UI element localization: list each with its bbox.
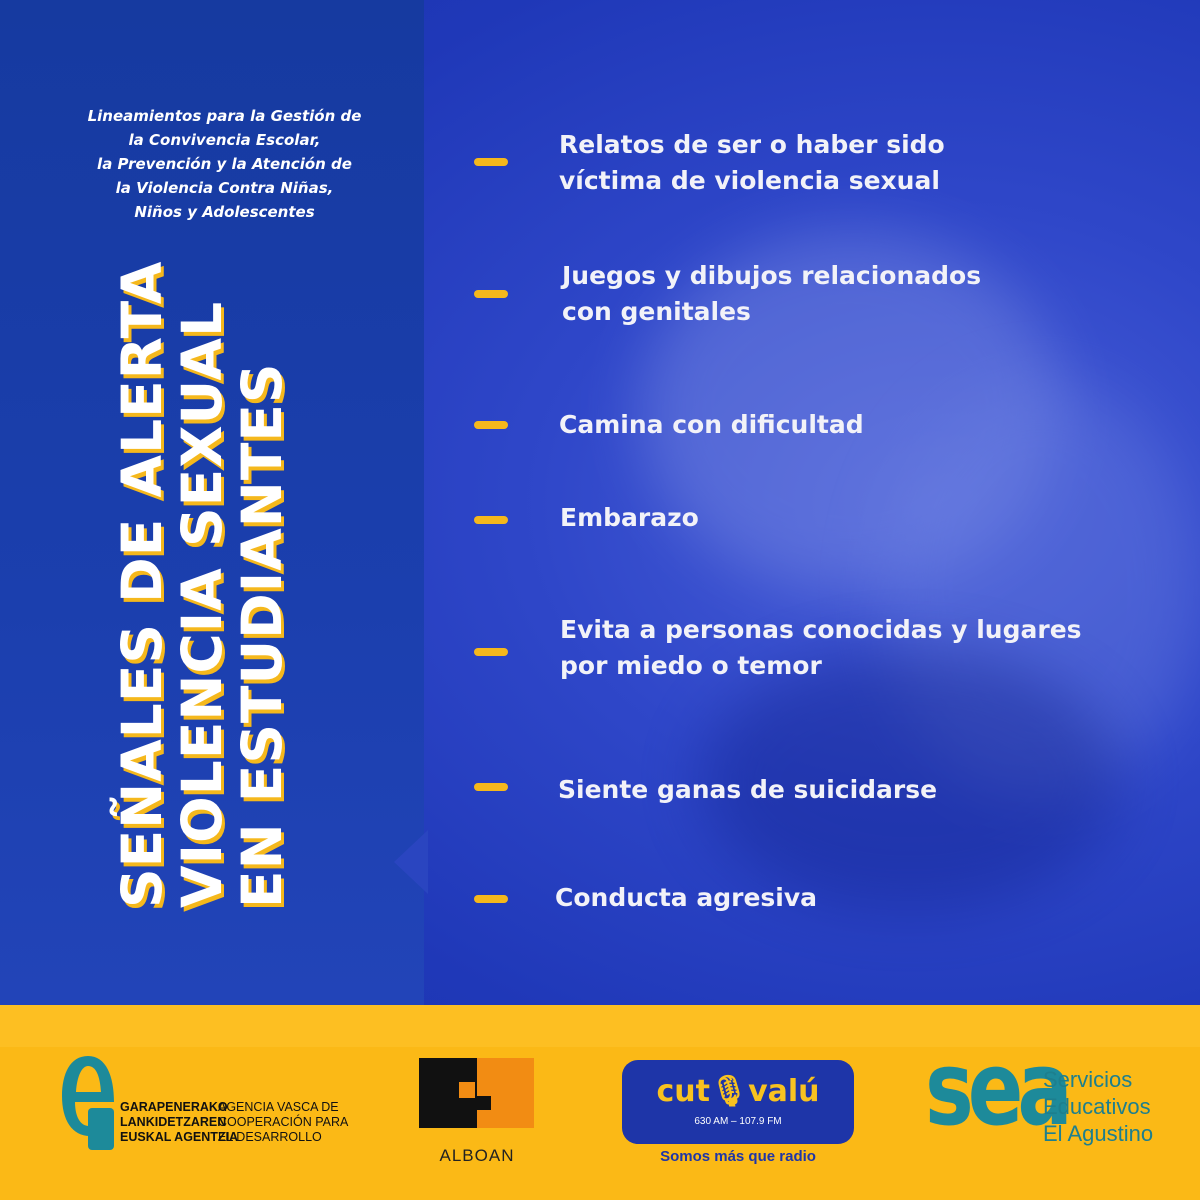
signal-item — [560, 500, 699, 536]
signal-line: Juegos y dibujos relacionados — [562, 261, 982, 290]
main-title — [112, 261, 292, 908]
signal-item — [555, 880, 817, 916]
title-line-2: VIOLENCIA SEXUAL — [170, 300, 234, 908]
bullet-dash — [474, 648, 508, 656]
subtitle-line: la Prevención y la Atención de — [97, 155, 352, 173]
cutivalu-slogan: Somos más que radio — [660, 1148, 816, 1165]
agency-e-icon — [60, 1052, 116, 1152]
signal-line: Evita a personas conocidas y lugares — [560, 615, 1082, 644]
bullet-dash — [474, 290, 508, 298]
signal-line: por miedo o temor — [560, 651, 822, 680]
bullet-dash — [474, 783, 508, 791]
alboan-mark-icon — [419, 1058, 534, 1128]
signal-line: Siente ganas de suicidarse — [558, 775, 938, 804]
bullet-dash — [474, 158, 508, 166]
subtitle-line: la Violencia Contra Niñas, — [115, 179, 334, 197]
microphone-icon: 🎙 — [709, 1074, 749, 1109]
subtitle-line: la Convivencia Escolar, — [128, 131, 321, 149]
garapenerako-logo — [60, 1052, 350, 1162]
signal-line: Embarazo — [560, 503, 699, 532]
title-line-3: EN ESTUDIANTES — [230, 362, 294, 908]
subtitle-line: Niños y Adolescentes — [134, 203, 315, 221]
agency-name-spanish: AGENCIA VASCA DE COOPERACIÓN PARA EL DESARROLLO — [218, 1100, 349, 1144]
agency-name-basque: GARAPENERAKO LANKIDETZAREN EUSKAL AGENTZIA — [120, 1100, 239, 1144]
signal-line: Conducta agresiva — [555, 883, 818, 912]
signal-item — [560, 612, 1082, 684]
signal-item — [559, 407, 864, 443]
panel-notch — [394, 830, 428, 894]
signal-line: Relatos de ser o haber sido — [559, 130, 945, 159]
guidelines-subtitle — [52, 104, 397, 224]
sea-name: Servicios Educativos El Agustino — [1043, 1067, 1154, 1146]
title-line-1: SEÑALES DE ALERTA — [110, 260, 174, 908]
signal-item — [562, 258, 981, 330]
signal-line: Camina con dificultad — [559, 410, 864, 439]
cutivalu-name: cut🎙valú — [656, 1074, 820, 1109]
bullet-dash — [474, 516, 508, 524]
alboan-logo — [417, 1058, 537, 1170]
sea-wordmark: sea — [925, 1030, 1067, 1149]
alboan-name: ALBOAN — [439, 1146, 515, 1165]
bullet-dash — [474, 421, 508, 429]
signal-item — [558, 772, 937, 808]
subtitle-line: Lineamientos para la Gestión de — [87, 107, 362, 125]
signal-line: víctima de violencia sexual — [559, 166, 940, 195]
sea-logo — [925, 1030, 1155, 1165]
cutivalu-logo — [622, 1060, 854, 1172]
signal-line: con genitales — [562, 297, 751, 326]
signal-item — [559, 127, 945, 199]
cutivalu-frequency: 630 AM – 107.9 FM — [694, 1116, 782, 1127]
bullet-dash — [474, 895, 508, 903]
